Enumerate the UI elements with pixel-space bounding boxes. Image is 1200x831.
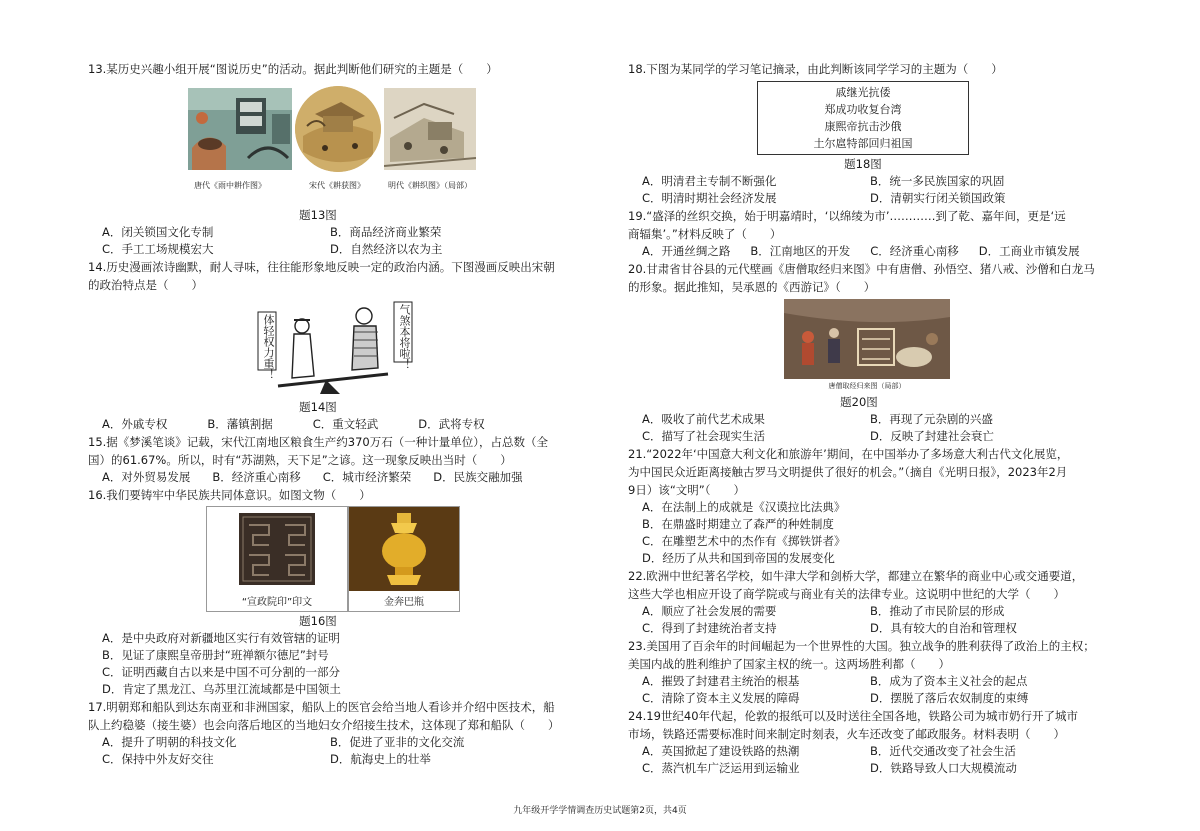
- q16-option-c[interactable]: C．证明西藏自古以来是中国不可分割的一部分: [102, 665, 341, 679]
- q16-figure-label: 题16图: [299, 614, 337, 628]
- q24-option-d[interactable]: D．铁路导致人口大规模流动: [870, 761, 1017, 775]
- q23-option-c[interactable]: C．清除了资本主义发展的障碍: [642, 691, 800, 705]
- q20-option-b[interactable]: B．再现了元杂剧的兴盛: [870, 412, 993, 426]
- q18-note-4: 土尔扈特部回归祖国: [813, 137, 913, 150]
- mural-image: [784, 299, 950, 379]
- q23-option-d[interactable]: D．摆脱了落后农奴制度的束缚: [870, 691, 1029, 705]
- q22-option-c[interactable]: C．得到了封建统治者支持: [642, 621, 777, 635]
- q13-caption-song: 宋代《耕获图》: [309, 181, 365, 190]
- q22-option-a[interactable]: A．顺应了社会发展的需要: [642, 604, 777, 618]
- q14-option-c[interactable]: C．重文轻武: [312, 417, 379, 431]
- q16-option-a[interactable]: A．是中央政府对新疆地区实行有效管辖的证明: [102, 631, 340, 645]
- q21-stem-line2: 为中国民众近距离接触古罗马文明提供了很好的机会。”（摘自《光明日报》，2023年2月: [628, 465, 1068, 479]
- q13-options: [88, 224, 558, 258]
- q13-caption-ming: 明代《耕织图》（局部）: [388, 181, 472, 190]
- q20-figure: [628, 299, 1098, 393]
- q15-option-a[interactable]: A．对外贸易发展: [102, 470, 191, 484]
- q23-option-b[interactable]: B．成为了资本主义社会的起点: [870, 674, 1028, 688]
- q21-option-d[interactable]: D．经历了从共和国到帝国的发展变化: [642, 551, 835, 565]
- q20-option-c[interactable]: C．描写了社会现实生活: [642, 429, 766, 443]
- q15-options: [88, 469, 558, 486]
- q19-stem-line1: 19.“盛泽的丝织交换，始于明嘉靖时，‘以绵绫为市’…………到了乾、嘉年间，更是‘远: [628, 209, 1066, 223]
- q13-figure-label: 题13图: [299, 208, 337, 222]
- q15-option-c[interactable]: C．城市经济繁荣: [322, 470, 412, 484]
- q24-stem-line1: 24.19世纪40年代起，伦敦的报纸可以及时送往全国各地，铁路公司为城市奶行开了城市: [628, 709, 1079, 723]
- seal-image: [207, 507, 347, 591]
- q20-stem-line2: 的形象。据此推知，吴承恩的《西游记》（ ）: [628, 280, 876, 294]
- q22-stem-line2: 这些大学也相应开设了商学院或与商业有关的法律专业。这说明中世纪的大学（ ）: [628, 587, 1065, 601]
- q23-stem-line1: 23.美国用了百余年的时间崛起为一个世界性的大国。独立战争的胜利获得了政治上的主权；: [628, 639, 1095, 653]
- q13-option-b[interactable]: B．商品经济商业繁荣: [330, 225, 442, 239]
- q19-option-c[interactable]: C．经济重心南移: [870, 244, 959, 258]
- q17-stem-line1: 17.明朝郑和船队到达东南亚和非洲国家，船队上的医官会给当地人看诊并介绍中医技术，船: [88, 700, 555, 714]
- q19-options: [628, 243, 1098, 260]
- q16-option-b[interactable]: B．见证了康熙皇帝册封“班禅额尔德尼”封号: [102, 648, 329, 662]
- tang-painting-image: [188, 88, 292, 170]
- q17-option-c[interactable]: C．保持中外友好交往: [102, 752, 214, 766]
- q14-option-a[interactable]: A．外戚专权: [102, 417, 168, 431]
- q18-note-2: 郑成功收复台湾: [824, 103, 902, 116]
- q20-figure-label: 题20图: [840, 395, 878, 409]
- q13-option-d[interactable]: D．自然经济以农为主: [330, 242, 443, 256]
- q19-option-b[interactable]: B．江南地区的开发: [750, 244, 851, 258]
- q21-stem-line1: 21.“2022年‘中国意大利文化和旅游年’期间，在中国举办了多场意大利古代文化展览，: [628, 447, 1069, 461]
- q21-option-c[interactable]: C．在雕塑艺术中的杰作有《掷铁饼者》: [642, 534, 846, 548]
- q20-stem-line1: 20.甘肃省甘谷县的元代壁画《唐僧取经归来图》中有唐僧、孙悟空、猪八戒、沙僧和白龙马: [628, 262, 1095, 276]
- q18-option-d[interactable]: D．清朝实行闭关锁国政策: [870, 191, 1006, 205]
- q16-caption-vase: 金奔巴瓶: [384, 597, 424, 608]
- q14-options: [88, 416, 558, 433]
- q22-options: [628, 603, 1098, 637]
- q14-cartoon: [88, 298, 558, 398]
- seesaw-cartoon-image: [88, 298, 558, 398]
- q15-option-d[interactable]: D．民族交融加强: [433, 470, 523, 484]
- q14-figure-label: 题14图: [299, 400, 337, 414]
- q15-stem-line1: 15.据《梦溪笔谈》记载，宋代江南地区粮食生产约370万石（一种计量单位），占总数（全: [88, 435, 548, 449]
- bubble-right-text: 气煞本将啦！: [398, 304, 411, 370]
- q13-figure-images: [88, 88, 558, 206]
- q18-option-a[interactable]: A．明清君主专制不断强化: [642, 174, 777, 188]
- q15-stem-line2: 国）的61.67%。所以，时有“苏湖熟，天下足”之谚。这一现象反映出当时（ ）: [88, 453, 512, 467]
- q17-option-a[interactable]: A．提升了明朝的科技文化: [102, 735, 237, 749]
- q23-option-a[interactable]: A．摧毁了封建君主统治的根基: [642, 674, 800, 688]
- q24-option-a[interactable]: A．英国掀起了建设铁路的热潮: [642, 744, 800, 758]
- bubble-left-text: 体轻权力重！: [262, 314, 275, 380]
- q23-options: [628, 673, 1098, 707]
- q20-option-d[interactable]: D．反映了封建社会衰亡: [870, 429, 994, 443]
- q22-option-d[interactable]: D．具有较大的自治和管理权: [870, 621, 1017, 635]
- q17-option-b[interactable]: B．促进了亚非的文化交流: [330, 735, 465, 749]
- q19-option-d[interactable]: D．工商业市镇发展: [978, 244, 1080, 258]
- q16-vase-panel: [348, 506, 460, 612]
- q17-option-d[interactable]: D．航海史上的壮举: [330, 752, 431, 766]
- q19-option-a[interactable]: A．开通丝绸之路: [642, 244, 731, 258]
- q18-stem: 18.下图为某同学的学习笔记摘录，由此判断该同学学习的主题为（ ）: [628, 62, 1003, 76]
- q23-stem-line2: 美国内战的胜利维护了国家主权的统一。这两场胜利都（ ）: [628, 657, 950, 671]
- q14-option-d[interactable]: D．武将专权: [418, 417, 485, 431]
- song-painting-image: [295, 86, 381, 172]
- q21-stem-line3: 9日）该“文明”（ ）: [628, 483, 745, 497]
- q20-image-caption: 唐僧取经归来图（局部）: [828, 382, 906, 390]
- q21-option-a[interactable]: A．在法制上的成就是《汉谟拉比法典》: [642, 500, 846, 514]
- q20-options: [628, 411, 1098, 445]
- q22-option-b[interactable]: B．推动了市民阶层的形成: [870, 604, 1005, 618]
- q18-option-b[interactable]: B．统一多民族国家的巩固: [870, 174, 1005, 188]
- q13-caption-tang: 唐代《雨中耕作图》: [194, 181, 266, 190]
- q14-stem-line1: 14.历史漫画浓诗幽默，耐人寻味，往往能形象地反映一定的政治内涵。下图漫画反映出宋朝: [88, 260, 555, 274]
- q13-option-c[interactable]: C．手工工场规模宏大: [102, 242, 214, 256]
- page-footer: 九年级开学学情调查历史试题第2页，共4页: [513, 806, 687, 816]
- q13-stem: 13.某历史兴趣小组开展“图说历史”的活动。据此判断他们研究的主题是（ ）: [88, 62, 498, 76]
- q19-stem-line2: 商辐集’。”材料反映了（ ）: [628, 227, 782, 241]
- q18-options: [628, 173, 1098, 207]
- q18-figure-label: 题18图: [844, 157, 882, 171]
- q18-option-c[interactable]: C．明清时期社会经济发展: [642, 191, 777, 205]
- left-column: [88, 60, 558, 768]
- q24-stem-line2: 市场，铁路还需要标准时间来制定时刻表，火车还改变了邮政服务。材料表明（ ）: [628, 727, 1065, 741]
- golden-vase-image: [349, 507, 459, 591]
- q18-note-1: 戚继光抗倭: [835, 86, 891, 99]
- q16-figure: [88, 506, 558, 612]
- ming-painting-image: [384, 88, 476, 170]
- q21-option-b[interactable]: B．在鼎盛时期建立了森严的种姓制度: [642, 517, 834, 531]
- q13-option-a[interactable]: A．闭关锁国文化专制: [102, 225, 214, 239]
- q17-stem-line2: 队上约稳婆（接生婆）也会向落后地区的当地妇女介绍接生技术，这体现了郑和船队（ ）: [88, 718, 560, 732]
- q16-option-d[interactable]: D．肯定了黑龙江、乌苏里江流域都是中国领土: [102, 682, 341, 696]
- q24-option-b[interactable]: B．近代交通改变了社会生活: [870, 744, 1016, 758]
- q20-option-a[interactable]: A．吸收了前代艺术成果: [642, 412, 765, 426]
- q16-caption-seal: “宣政院印”印文: [241, 597, 313, 608]
- q14-option-b[interactable]: B．藩镇割据: [207, 417, 273, 431]
- q17-options: [88, 734, 558, 768]
- right-column: [628, 60, 1098, 777]
- q14-stem-line2: 的政治特点是（ ）: [88, 278, 203, 292]
- q18-notes-box: [757, 81, 969, 155]
- q24-option-c[interactable]: C．蒸汽机车广泛运用到运输业: [642, 761, 800, 775]
- q16-stem: 16.我们要铸牢中华民族共同体意识。如图文物（ ）: [88, 488, 371, 502]
- q24-options: [628, 743, 1098, 777]
- q16-seal-panel: [206, 506, 348, 612]
- q22-stem-line1: 22.欧洲中世纪著名学校，如牛津大学和剑桥大学，都建立在繁华的商业中心或交通要道，: [628, 569, 1084, 583]
- q18-note-3: 康熙帝抗击沙俄: [824, 120, 902, 133]
- q15-option-b[interactable]: B．经济重心南移: [212, 470, 301, 484]
